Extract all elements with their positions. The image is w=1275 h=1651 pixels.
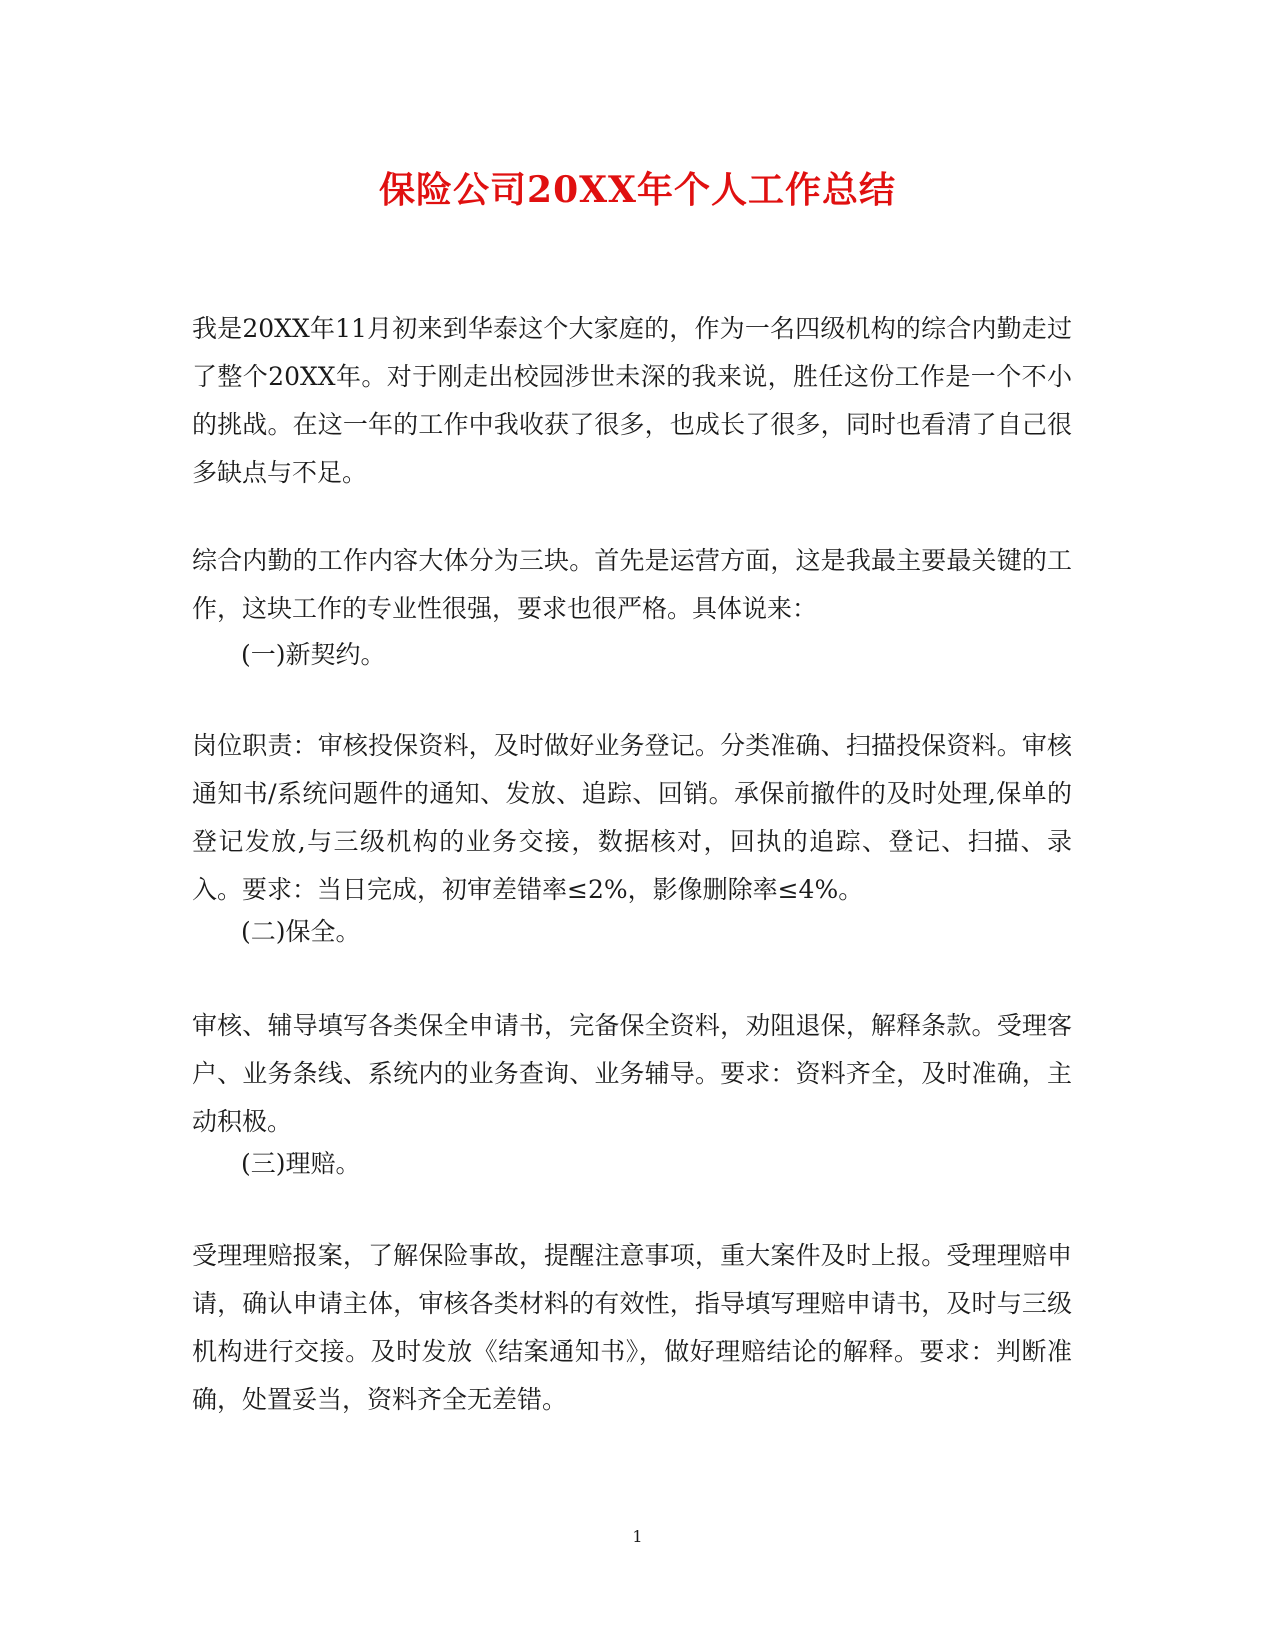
section-heading-claims: (三)理赔。	[241, 1149, 361, 1178]
document-title: 保险公司20XX年个人工作总结	[379, 169, 896, 211]
section-heading-preservation: (二)保全。	[241, 917, 361, 946]
preservation-paragraph: 审核、辅导填写各类保全申请书，完备保全资料，劝阻退保，解释条款。受理客户、业务条线、系统内的业务查询、业务辅导。要求：资料齐全，及时准确，主动积极。	[192, 1011, 1072, 1136]
intro-paragraph: 我是20XX年11月初来到华泰这个大家庭的，作为一名四级机构的综合内勤走过了整个20XX年。对于刚走出校园涉世未深的我来说，胜任这份工作是一个不小的挑战。在这一年的工作中我收获了很多，也成长了很多，同时也看清了自己很多缺点与不足。	[192, 314, 1072, 487]
overview-paragraph: 综合内勤的工作内容大体分为三块。首先是运营方面，这是我最主要最关键的工作，这块工作的专业性很强，要求也很严格。具体说来：	[192, 546, 1072, 623]
page-number: 1	[632, 1527, 643, 1546]
section-heading-new-contract: (一)新契约。	[241, 640, 386, 669]
new-contract-paragraph: 岗位职责：审核投保资料，及时做好业务登记。分类准确、扫描投保资料。审核通知书/系统问题件的通知、发放、追踪、回销。承保前撤件的及时处理,保单的登记发放,与三级机构的业务交接，数据核对，回执的追踪、登记、扫描、录入。要求：当日完成，初审差错率≤2%，影像删除率≤4%。	[192, 731, 1072, 904]
claims-paragraph: 受理理赔报案，了解保险事故，提醒注意事项，重大案件及时上报。受理理赔申请，确认申请主体，审核各类材料的有效性，指导填写理赔申请书，及时与三级机构进行交接。及时发放《结案通知书》，做好理赔结论的解释。要求：判断准确，处置妥当，资料齐全无差错。	[192, 1241, 1072, 1414]
